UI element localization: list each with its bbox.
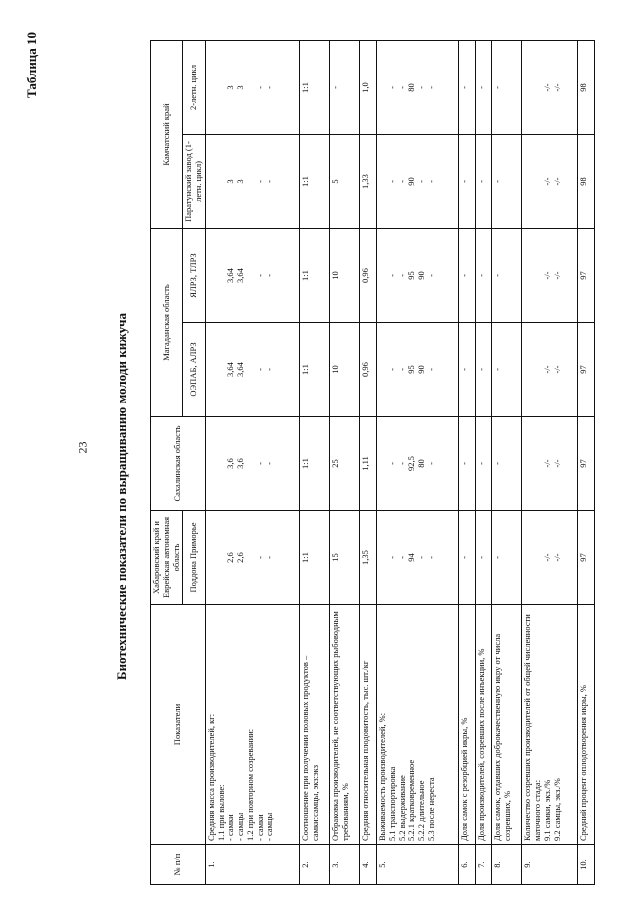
row-number: 1. xyxy=(205,845,300,885)
row-indicator: Доля самок с резорбцией икры, % xyxy=(458,605,475,845)
header-num: № п/п xyxy=(151,845,206,885)
cell-oepab: 97 xyxy=(577,323,594,417)
cell-paratunsky: 1,33 xyxy=(360,135,377,229)
header-sub-yalrz: ЯЛРЗ, ТЛРЗ xyxy=(183,229,206,323)
cell-khabarovsk: - - 94 - - xyxy=(376,511,458,605)
row-number: 5. xyxy=(376,845,458,885)
cell-khabarovsk: 1,35 xyxy=(360,511,377,605)
row-number: 3. xyxy=(330,845,360,885)
table-row xyxy=(522,41,578,885)
data-table xyxy=(150,40,595,885)
header-region-kamchatka: Камчатский край xyxy=(151,41,183,229)
header-sub-paratunsky: Паратунский завод (1-летн. цикл) xyxy=(183,135,206,229)
table-row xyxy=(330,41,360,885)
cell-two-year: 98 xyxy=(577,41,594,135)
cell-khabarovsk: 15 xyxy=(330,511,360,605)
table-row xyxy=(492,41,522,885)
cell-paratunsky: - xyxy=(458,135,475,229)
cell-two-year: - xyxy=(330,41,360,135)
cell-khabarovsk: -/- -/- xyxy=(522,511,578,605)
cell-oepab: - xyxy=(492,323,522,417)
row-indicator: Доля самок, отдавших доброкачественную икру от числа созревших, % xyxy=(492,605,522,845)
cell-sakhalin: 3,6 3,6 - - xyxy=(205,417,300,511)
row-indicator: Доля производителей, созревших после инъекции, % xyxy=(475,605,492,845)
header-region-khabarovsk: Хабаровский край и Еврейская автономная область xyxy=(151,511,183,605)
cell-paratunsky: - xyxy=(492,135,522,229)
header-sub-two-year: 2-летн. цикл xyxy=(183,41,206,135)
header-sub-oepab: ОЭПАБ, АЛРЗ xyxy=(183,323,206,417)
table-row xyxy=(300,41,330,885)
row-indicator: Средний процент оплодотворения икры, % xyxy=(577,605,594,845)
row-number: 2. xyxy=(300,845,330,885)
header-row-regions xyxy=(151,41,183,885)
cell-khabarovsk: 2,6 2,6 - - xyxy=(205,511,300,605)
cell-sakhalin: 97 xyxy=(577,417,594,511)
cell-oepab: -/- -/- xyxy=(522,323,578,417)
cell-paratunsky: -/- -/- xyxy=(522,135,578,229)
cell-two-year: 3 3 - - xyxy=(205,41,300,135)
header-indicator: Показатели xyxy=(151,605,206,845)
cell-khabarovsk: - xyxy=(492,511,522,605)
cell-sakhalin: - xyxy=(475,417,492,511)
table-row xyxy=(360,41,377,885)
cell-paratunsky: 5 xyxy=(330,135,360,229)
row-number: 10. xyxy=(577,845,594,885)
cell-sakhalin: 1:1 xyxy=(300,417,330,511)
row-number: 4. xyxy=(360,845,377,885)
cell-sakhalin: - xyxy=(458,417,475,511)
table-label: Таблица 10 xyxy=(24,31,39,98)
cell-yalrz: -/- -/- xyxy=(522,229,578,323)
cell-paratunsky: - xyxy=(475,135,492,229)
cell-paratunsky: 3 3 - - xyxy=(205,135,300,229)
cell-yalrz: 3,64 3,64 - - xyxy=(205,229,300,323)
row-indicator: Количество созревших производителей от общей численности маточного стада: 9.1 самки, экз./% 9.2 самцы, экз./% xyxy=(522,605,578,845)
cell-two-year: - - 80 - - xyxy=(376,41,458,135)
cell-oepab: 1:1 xyxy=(300,323,330,417)
cell-khabarovsk: - xyxy=(458,511,475,605)
table-row xyxy=(376,41,458,885)
cell-two-year: 1:1 xyxy=(300,41,330,135)
row-indicator: Выживаемость производителей, %: 5.1 транспортировка 5.2 выдерживание 5.2.1 кратковременное 5.2.2 длительное 5.3 после нереста xyxy=(376,605,458,845)
cell-two-year: - xyxy=(475,41,492,135)
row-indicator: Соотношение при получении половых продуктов – самки:самцы, экз:экз xyxy=(300,605,330,845)
table-row xyxy=(205,41,300,885)
cell-yalrz: - - 95 90 - xyxy=(376,229,458,323)
cell-oepab: - - 95 90 - xyxy=(376,323,458,417)
table-row xyxy=(577,41,594,885)
rotated-table-wrapper xyxy=(150,40,595,885)
cell-oepab: 10 xyxy=(330,323,360,417)
cell-yalrz: 0,96 xyxy=(360,229,377,323)
cell-khabarovsk: - xyxy=(475,511,492,605)
cell-yalrz: - xyxy=(475,229,492,323)
cell-khabarovsk: 1:1 xyxy=(300,511,330,605)
row-indicator: Средняя масса производителей, кг: 1.1 при вылове: - самки - самцы 1.2 при повторном созревании: - самки - самцы xyxy=(205,605,300,845)
header-region-magadan: Магаданская область xyxy=(151,229,183,417)
cell-sakhalin: -/- -/- xyxy=(522,417,578,511)
page-number: 23 xyxy=(75,441,90,454)
cell-oepab: - xyxy=(458,323,475,417)
header-sub-pozdnya: Поддона Приморье xyxy=(183,511,206,605)
cell-yalrz: 10 xyxy=(330,229,360,323)
cell-two-year: -/- -/- xyxy=(522,41,578,135)
cell-yalrz: 97 xyxy=(577,229,594,323)
cell-yalrz: - xyxy=(492,229,522,323)
cell-two-year: - xyxy=(492,41,522,135)
row-indicator: Средняя относительная плодовитость, тыс. шт./кг xyxy=(360,605,377,845)
row-number: 9. xyxy=(522,845,578,885)
cell-sakhalin: 25 xyxy=(330,417,360,511)
cell-two-year: 1,0 xyxy=(360,41,377,135)
cell-paratunsky: - - 90 - - xyxy=(376,135,458,229)
cell-sakhalin: 1,11 xyxy=(360,417,377,511)
cell-yalrz: - xyxy=(458,229,475,323)
row-number: 8. xyxy=(492,845,522,885)
row-number: 7. xyxy=(475,845,492,885)
cell-oepab: - xyxy=(475,323,492,417)
cell-oepab: 0,96 xyxy=(360,323,377,417)
document-heading: Биотехнические показатели по выращиванию молоди кижуча xyxy=(114,313,129,680)
table-row xyxy=(475,41,492,885)
cell-paratunsky: 1:1 xyxy=(300,135,330,229)
cell-two-year: - xyxy=(458,41,475,135)
cell-sakhalin: - xyxy=(492,417,522,511)
cell-oepab: 3,64 3,64 - - xyxy=(205,323,300,417)
table-row xyxy=(458,41,475,885)
row-indicator: Отбраковка производителей, не соответствующих рыбоводным требованиям, % xyxy=(330,605,360,845)
cell-sakhalin: - - 92,5 80 - xyxy=(376,417,458,511)
row-number: 6. xyxy=(458,845,475,885)
cell-paratunsky: 98 xyxy=(577,135,594,229)
cell-khabarovsk: 97 xyxy=(577,511,594,605)
header-region-sakhalin: Сахалинская область xyxy=(151,417,206,511)
cell-yalrz: 1:1 xyxy=(300,229,330,323)
